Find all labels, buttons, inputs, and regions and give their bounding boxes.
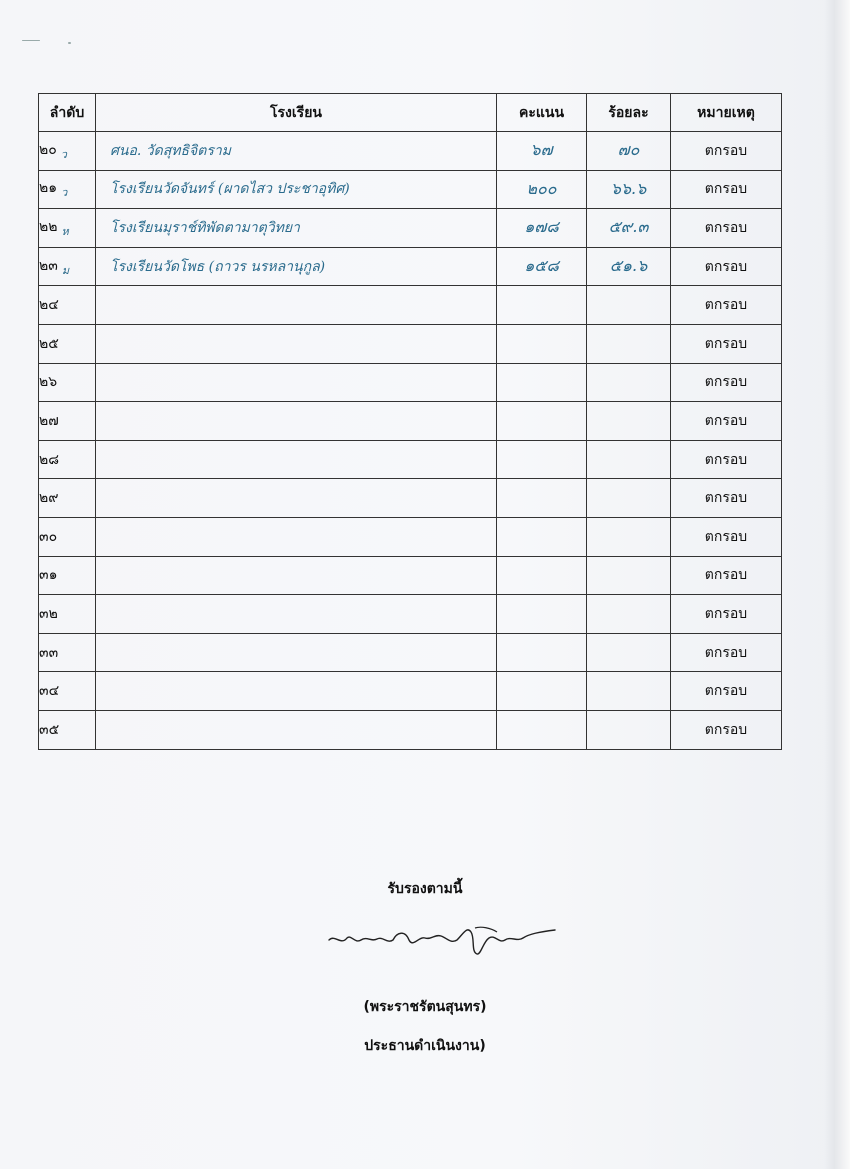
percent-value	[587, 440, 671, 479]
table-row	[39, 440, 782, 479]
row-number	[39, 595, 96, 634]
row-number	[39, 517, 96, 556]
header-no: ลำดับ	[39, 94, 96, 132]
table-row	[39, 517, 782, 556]
score-value	[497, 710, 587, 749]
row-number	[39, 286, 96, 325]
table-row	[39, 247, 782, 286]
row-number	[39, 247, 96, 286]
school-name	[96, 402, 497, 441]
percent-value: ๕๑.๖	[587, 247, 671, 286]
table-row	[39, 633, 782, 672]
row-number-text: ๒๐	[39, 141, 57, 158]
school-name: โรงเรียนวัดโพธ (ถาวร นรหลานุกูล)	[96, 247, 497, 286]
note-value: ตกรอบ	[671, 209, 782, 248]
signer-name: (พระราชรัตนสุนทร)	[363, 999, 487, 1015]
row-number-text: ๓๓	[39, 644, 59, 661]
school-name	[96, 440, 497, 479]
row-number	[39, 363, 96, 402]
row-number	[39, 672, 96, 711]
note-value: ตกรอบ	[671, 479, 782, 518]
school-name	[96, 479, 497, 518]
school-name: โรงเรียนมุราช์ทิพัดตามาตุวิทยา	[96, 209, 497, 248]
note-value: ตกรอบ	[671, 556, 782, 595]
school-name: โรงเรียนวัดจันทร์ (ผาดไสว ประชาอุทิศ)	[96, 170, 497, 209]
table-row	[39, 286, 782, 325]
row-number-text: ๒๒	[39, 218, 58, 235]
note-value: ตกรอบ	[671, 633, 782, 672]
school-name	[96, 556, 497, 595]
row-number	[39, 710, 96, 749]
signer-position: ประธานดำเนินงาน)	[364, 1038, 486, 1054]
percent-value	[587, 286, 671, 325]
row-number-text: ๒๑	[39, 180, 58, 197]
percent-value	[587, 402, 671, 441]
table-row	[39, 363, 782, 402]
note-value: ตกรอบ	[671, 672, 782, 711]
row-number-text: ๒๕	[39, 335, 59, 352]
school-name	[96, 595, 497, 634]
header-school: โรงเรียน	[96, 94, 497, 132]
school-name	[96, 324, 497, 363]
row-mark: ว	[61, 186, 68, 200]
row-number	[39, 479, 96, 518]
row-number	[39, 556, 96, 595]
table-row	[39, 170, 782, 209]
row-mark: ว	[60, 147, 67, 161]
percent-value	[587, 517, 671, 556]
approval-text: รับรองตามนี้	[387, 881, 463, 897]
note-value: ตกรอบ	[671, 402, 782, 441]
percent-value	[587, 595, 671, 634]
page-edge-shadow	[824, 0, 850, 1169]
table-row	[39, 556, 782, 595]
score-value	[497, 440, 587, 479]
table-row	[39, 710, 782, 749]
table-row	[39, 402, 782, 441]
percent-value	[587, 324, 671, 363]
row-number-text: ๒๖	[39, 374, 58, 391]
row-number-text: ๓๑	[39, 567, 58, 584]
row-number-text: ๓๔	[39, 683, 60, 700]
row-number	[39, 324, 96, 363]
score-value	[497, 402, 587, 441]
school-name	[96, 286, 497, 325]
note-value: ตกรอบ	[671, 363, 782, 402]
school-name	[96, 672, 497, 711]
score-value	[497, 556, 587, 595]
percent-value	[587, 672, 671, 711]
school-name	[96, 517, 497, 556]
percent-value: ๕๙.๓	[587, 209, 671, 248]
note-value: ตกรอบ	[671, 286, 782, 325]
table-row	[39, 209, 782, 248]
row-number-text: ๓๒	[39, 605, 58, 622]
school-name: ศนอ. วัดสุทธิจิตราม	[96, 132, 497, 171]
school-name	[96, 633, 497, 672]
scan-speck	[22, 40, 40, 41]
note-value: ตกรอบ	[671, 710, 782, 749]
table-header-row	[39, 94, 782, 132]
table-row	[39, 324, 782, 363]
score-value	[497, 286, 587, 325]
percent-value: ๗๐	[587, 132, 671, 171]
row-number-text: ๒๙	[39, 490, 59, 507]
row-number	[39, 633, 96, 672]
score-value	[497, 633, 587, 672]
score-value	[497, 672, 587, 711]
table-row	[39, 595, 782, 634]
row-mark: ห	[61, 224, 69, 238]
scan-speck	[68, 42, 71, 44]
row-number	[39, 170, 96, 209]
row-number-text: ๓๐	[39, 528, 58, 545]
score-value	[497, 363, 587, 402]
row-number	[39, 132, 96, 171]
percent-value	[587, 633, 671, 672]
row-number-text: ๒๘	[39, 451, 60, 468]
row-number	[39, 209, 96, 248]
note-value: ตกรอบ	[671, 517, 782, 556]
row-number	[39, 402, 96, 441]
header-note: หมายเหตุ	[671, 94, 782, 132]
row-number-text: ๒๔	[39, 297, 59, 314]
note-value: ตกรอบ	[671, 440, 782, 479]
results-table	[38, 93, 782, 750]
row-number-text: ๒๗	[39, 412, 59, 429]
note-value: ตกรอบ	[671, 595, 782, 634]
score-value	[497, 479, 587, 518]
row-number-text: ๓๕	[39, 721, 60, 738]
score-value: ๖๗	[497, 132, 587, 171]
row-number	[39, 440, 96, 479]
school-name	[96, 710, 497, 749]
score-value	[497, 324, 587, 363]
table-row	[39, 479, 782, 518]
signature-image	[325, 922, 560, 962]
score-value: ๒๐๐	[497, 170, 587, 209]
table-body	[39, 132, 782, 750]
note-value: ตกรอบ	[671, 324, 782, 363]
table-row	[39, 672, 782, 711]
note-value: ตกรอบ	[671, 132, 782, 171]
percent-value	[587, 710, 671, 749]
header-percent: ร้อยละ	[587, 94, 671, 132]
percent-value	[587, 556, 671, 595]
percent-value	[587, 479, 671, 518]
note-value: ตกรอบ	[671, 247, 782, 286]
score-value: ๑๕๘	[497, 247, 587, 286]
school-name	[96, 363, 497, 402]
table-row	[39, 132, 782, 171]
note-value: ตกรอบ	[671, 170, 782, 209]
row-mark: ม	[61, 263, 70, 277]
row-number-text: ๒๓	[39, 257, 58, 274]
score-value: ๑๗๘	[497, 209, 587, 248]
percent-value: ๖๖.๖	[587, 170, 671, 209]
percent-value	[587, 363, 671, 402]
header-score: คะแนน	[497, 94, 587, 132]
score-value	[497, 595, 587, 634]
score-value	[497, 517, 587, 556]
